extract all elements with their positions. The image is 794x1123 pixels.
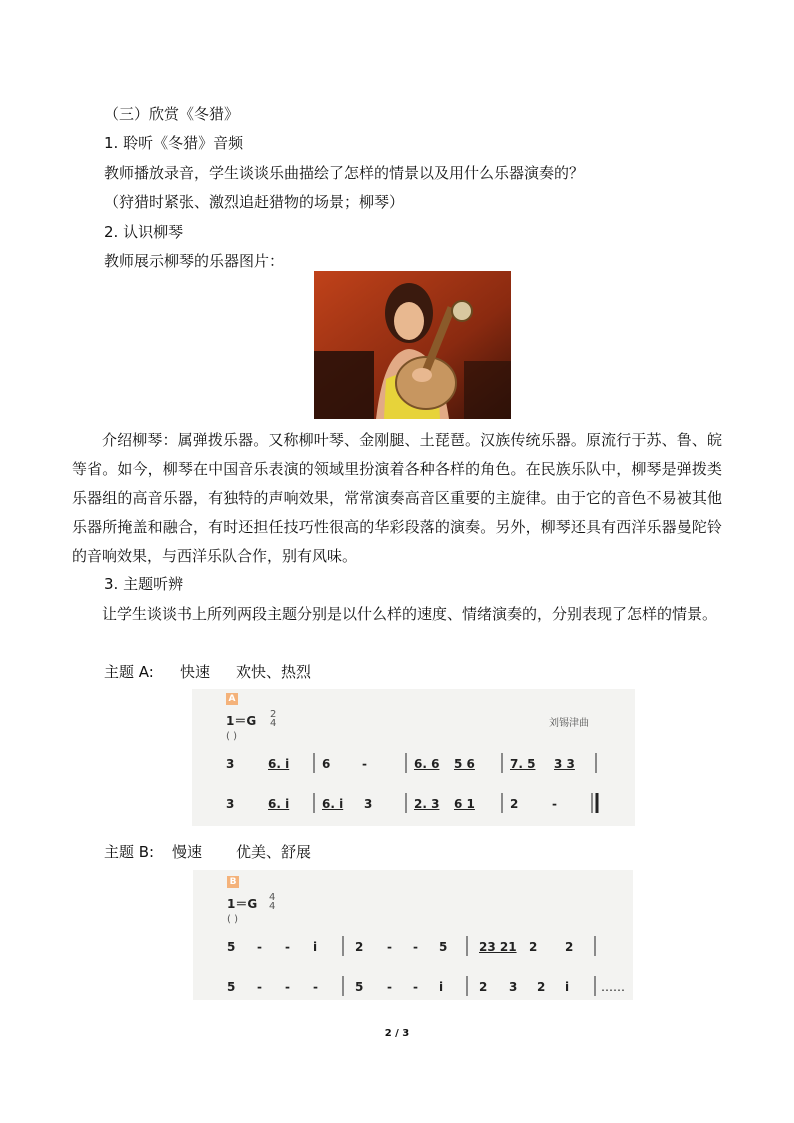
liuqin-photo bbox=[314, 271, 511, 419]
theme-a-note: - bbox=[362, 757, 367, 771]
theme-a-paren: ( ) bbox=[226, 731, 237, 742]
theme-b-note: - bbox=[285, 940, 290, 954]
theme-b-mood: 优美、舒展 bbox=[236, 843, 312, 861]
theme-b-note: - bbox=[313, 980, 318, 994]
theme-a-note: 6 1 bbox=[454, 797, 475, 811]
theme-a-mood: 欢快、热烈 bbox=[236, 663, 312, 681]
liuqin-introduction: 介绍柳琴：属弹拨乐器。又称柳叶琴、金刚腿、土琵琶。汉族传统乐器。原流行于苏、鲁、皖等省。如今，柳琴在中国音乐表演的领域里扮演着各种各样的角色。在民族乐队中，柳琴是弹拨类乐器组的高音乐器，有独特的声响效果，常常演奏高音区重要的主旋律。由于它的音色不易被其他乐器所掩盖和融合，有时还担任技巧性很高的华彩段落的演奏。另外，柳琴还具有西洋乐器曼陀铃的音响效果，与西洋乐队合作，别有风味。 bbox=[72, 431, 722, 565]
theme-b-note: i bbox=[439, 980, 444, 994]
theme-a-time-bottom: 4 bbox=[270, 718, 277, 729]
step-3-text: 让学生谈谈书上所列两段主题分别是以什么样的速度、情绪演奏的，分别表现了怎样的情景。 bbox=[102, 605, 718, 623]
section-heading: （三）欣赏《冬猎》 bbox=[104, 105, 240, 123]
step-2-text: 教师展示柳琴的乐器图片： bbox=[104, 252, 285, 270]
step-1-answer: （狩猎时紧张、激烈追赶猎物的场景；柳琴） bbox=[104, 193, 405, 211]
theme-a-label: 主题 A: bbox=[104, 663, 154, 681]
theme-b-paren: ( ) bbox=[227, 914, 238, 925]
theme-b-note: - bbox=[413, 940, 418, 954]
theme-b-note: 23 21 bbox=[479, 940, 517, 954]
theme-b-score bbox=[193, 870, 633, 1000]
theme-b-time-bottom: 4 bbox=[269, 901, 276, 912]
theme-a-score bbox=[192, 689, 635, 826]
theme-b-note: 2 bbox=[529, 940, 538, 954]
theme-b-note: 3 bbox=[509, 980, 518, 994]
theme-a-note: 7. 5 bbox=[510, 757, 536, 771]
step-3-title: 3. 主题听辨 bbox=[104, 575, 184, 593]
theme-b-note: 5 bbox=[439, 940, 448, 954]
theme-b-note: - bbox=[257, 940, 262, 954]
theme-a-note: 3 bbox=[364, 797, 373, 811]
theme-a-note: 3 bbox=[226, 757, 235, 771]
theme-a-speed: 快速 bbox=[180, 663, 211, 681]
theme-a-note: 2. 3 bbox=[414, 797, 440, 811]
theme-b-note: - bbox=[413, 980, 418, 994]
theme-a-note: - bbox=[552, 797, 557, 811]
theme-b-note: 2 bbox=[537, 980, 546, 994]
theme-b-note: 5 bbox=[227, 980, 236, 994]
theme-b-note: 2 bbox=[565, 940, 574, 954]
theme-b-time-top: 4 bbox=[269, 892, 276, 903]
theme-b-note: - bbox=[285, 980, 290, 994]
theme-b-note: …… bbox=[601, 980, 625, 994]
theme-b-note: i bbox=[565, 980, 570, 994]
step-1-text: 教师播放录音，学生谈谈乐曲描绘了怎样的情景以及用什么乐器演奏的？ bbox=[104, 164, 585, 182]
theme-b-note: - bbox=[257, 980, 262, 994]
step-2-title: 2. 认识柳琴 bbox=[104, 223, 184, 241]
theme-b-note: 2 bbox=[355, 940, 364, 954]
theme-b-note: - bbox=[387, 980, 392, 994]
theme-b-barlines bbox=[193, 870, 633, 1000]
theme-a-note: 2 bbox=[510, 797, 519, 811]
theme-b-note: 5 bbox=[227, 940, 236, 954]
page-number: 2 / 3 bbox=[384, 1028, 410, 1039]
theme-b-note: 5 bbox=[355, 980, 364, 994]
step-1-title: 1. 聆听《冬猎》音频 bbox=[104, 134, 244, 152]
theme-b-note: 2 bbox=[479, 980, 488, 994]
theme-b-note: - bbox=[387, 940, 392, 954]
theme-a-key: 1＝G bbox=[226, 714, 257, 728]
theme-b-key: 1＝G bbox=[227, 897, 258, 911]
theme-a-time-top: 2 bbox=[270, 709, 277, 720]
theme-a-note: 6 bbox=[322, 757, 331, 771]
theme-b-label: 主题 B: bbox=[104, 843, 155, 861]
theme-a-badge: A bbox=[226, 693, 238, 705]
theme-a-note: 3 3 bbox=[554, 757, 575, 771]
theme-b-note: i bbox=[313, 940, 318, 954]
theme-a-note: 5 6 bbox=[454, 757, 475, 771]
theme-a-barlines bbox=[192, 689, 635, 826]
theme-b-badge: B bbox=[227, 876, 239, 888]
theme-a-composer: 刘锡津曲 bbox=[549, 718, 589, 729]
theme-b-speed: 慢速 bbox=[172, 843, 203, 861]
theme-a-note: 6. i bbox=[322, 797, 344, 811]
theme-a-note: 6. 6 bbox=[414, 757, 440, 771]
theme-a-note: 3 bbox=[226, 797, 235, 811]
theme-a-note: 6. i bbox=[268, 797, 290, 811]
theme-a-note: 6. i bbox=[268, 757, 290, 771]
